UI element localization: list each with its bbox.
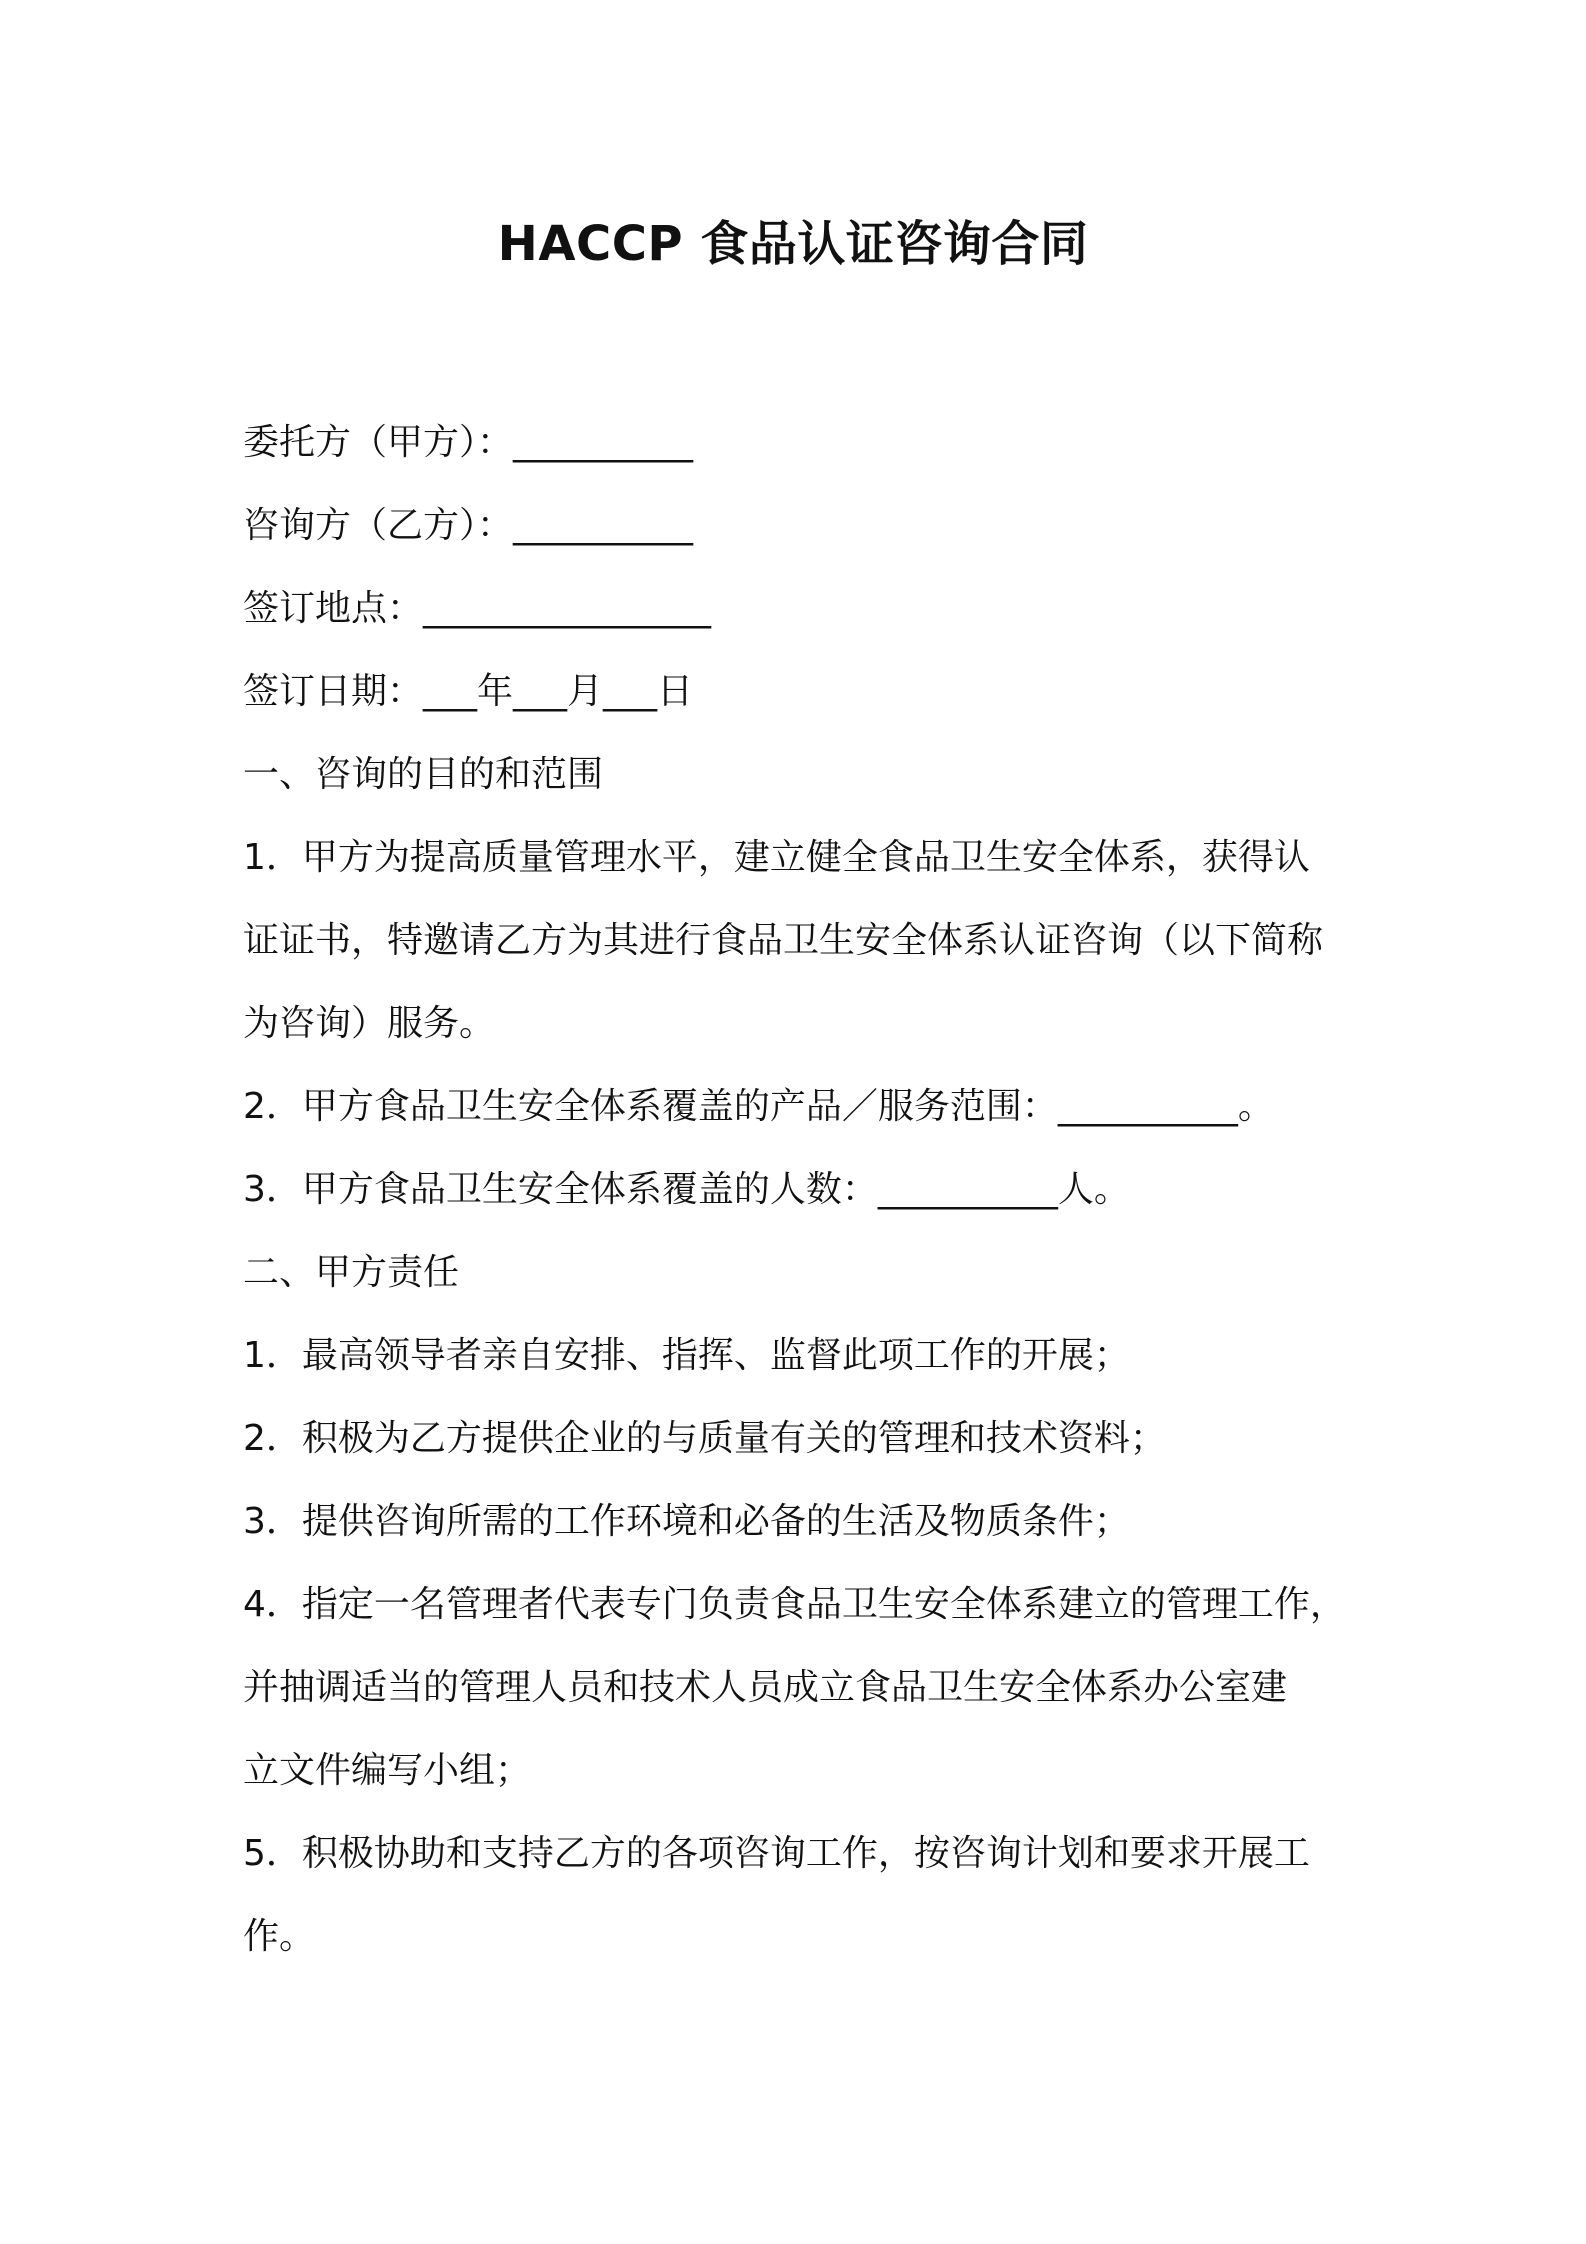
document-body xyxy=(243,401,1383,1978)
client-party-line: 委托方（甲方）：__________ xyxy=(243,422,694,463)
paragraph-line: 作。 xyxy=(243,1916,316,1957)
paragraph-line: 4．指定一名管理者代表专门负责食品卫生安全体系建立的管理工作， xyxy=(243,1584,1346,1625)
paragraph-line: 1．甲方为提高质量管理水平，建立健全食品卫生安全体系，获得认 xyxy=(243,837,1310,878)
consultant-party-line: 咨询方（乙方）：__________ xyxy=(243,505,694,546)
signing-location-line: 签订地点：________________ xyxy=(243,588,712,629)
paragraph-line: 并抽调适当的管理人员和技术人员成立食品卫生安全体系办公室建 xyxy=(243,1667,1288,1708)
paragraph-line: 3．甲方食品卫生安全体系覆盖的人数：__________人。 xyxy=(243,1169,1130,1210)
paragraph-line: 立文件编写小组； xyxy=(243,1750,532,1791)
section-heading-purpose-scope: 一、咨询的目的和范围 xyxy=(243,754,604,795)
paragraph-line: 1．最高领导者亲自安排、指挥、监督此项工作的开展； xyxy=(243,1335,1130,1376)
paragraph-line: 3．提供咨询所需的工作环境和必备的生活及物质条件； xyxy=(243,1501,1130,1542)
document-title: HACCP 食品认证咨询合同 xyxy=(497,216,1089,272)
section-heading-party-a-responsibilities: 二、甲方责任 xyxy=(243,1252,460,1293)
paragraph-line: 为咨询）服务。 xyxy=(243,1003,496,1044)
paragraph-line: 5．积极协助和支持乙方的各项咨询工作，按咨询计划和要求开展工 xyxy=(243,1833,1310,1874)
paragraph-line: 证证书，特邀请乙方为其进行食品卫生安全体系认证咨询（以下简称 xyxy=(243,920,1324,961)
signing-date-line: 签订日期：___年___月___日 xyxy=(243,671,694,712)
paragraph-line: 2．积极为乙方提供企业的与质量有关的管理和技术资料； xyxy=(243,1418,1166,1459)
paragraph-line: 2．甲方食品卫生安全体系覆盖的产品／服务范围：__________。 xyxy=(243,1086,1274,1127)
